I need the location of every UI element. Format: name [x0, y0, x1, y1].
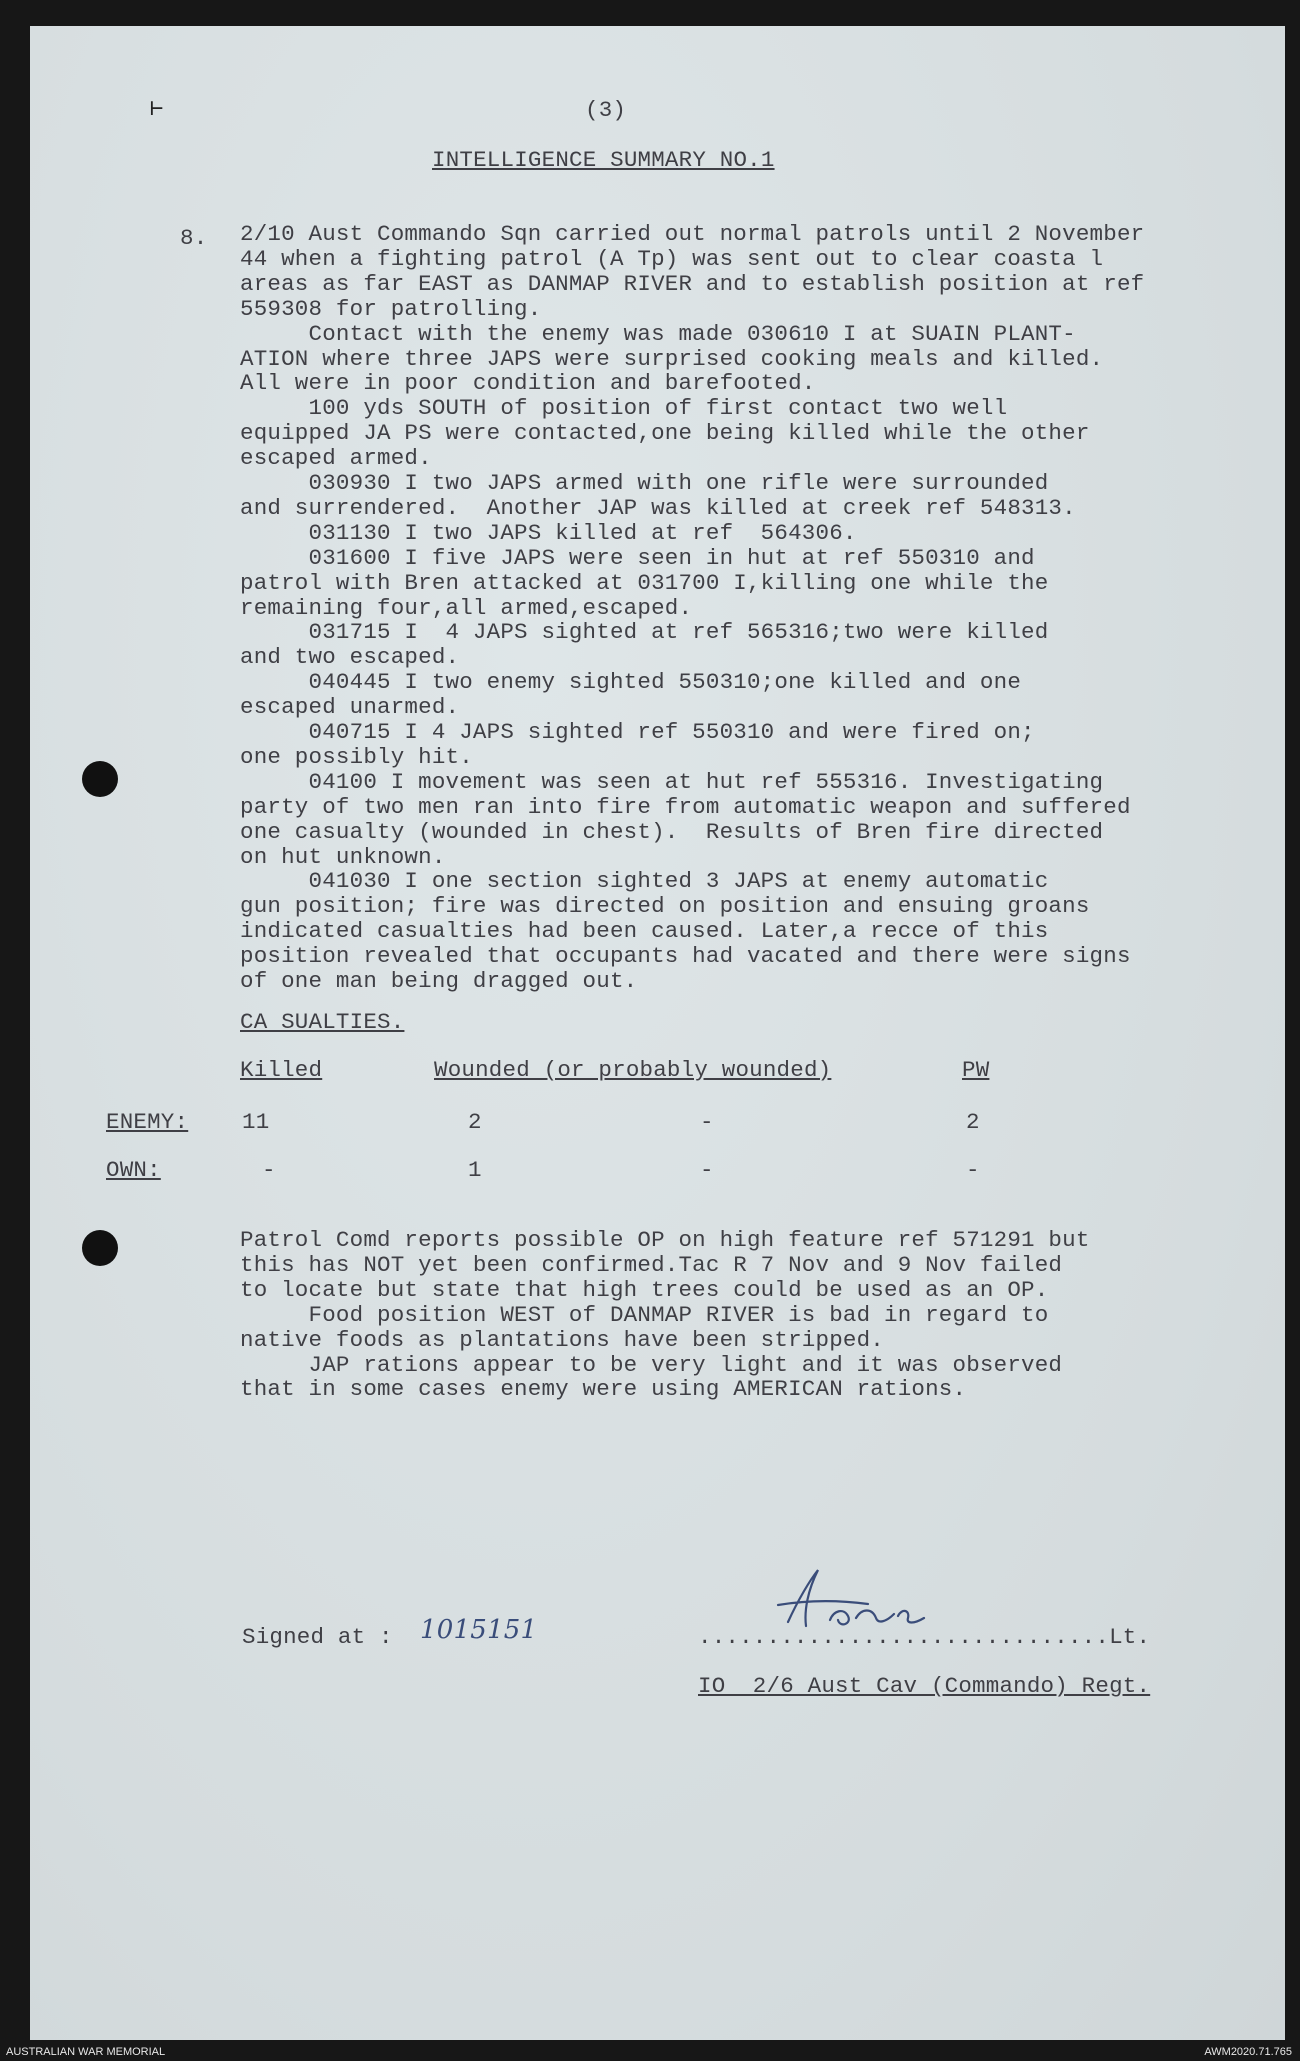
enemy-killed: 11 [242, 1109, 270, 1135]
text-line: 100 yds SOUTH of position of first contact two well [240, 395, 1008, 422]
own-killed: - [262, 1157, 276, 1183]
enemy-wounded: 2 [468, 1109, 482, 1135]
text-line: to locate but state that high trees could be used as an OP. [240, 1276, 1049, 1303]
text-line: 559308 for patrolling. [240, 295, 542, 322]
punch-hole-top [82, 761, 118, 797]
own-pw: - [966, 1157, 980, 1183]
text-line: one casualty (wounded in chest). Results of Bren fire directed [240, 818, 1104, 845]
text-line: party of two men ran into fire from automatic weapon and suffered [240, 793, 1131, 820]
signed-at-value: 1015151 [420, 1615, 538, 1645]
text-line: Contact with the enemy was made 030610 I at SUAIN PLANT- [240, 320, 1076, 347]
text-line: remaining four,all armed,escaped. [240, 594, 693, 621]
signature-line: ..............................Lt. [698, 1624, 1151, 1650]
text-line: gun position; fire was directed on position and ensuing groans [240, 893, 1090, 920]
text-line: position revealed that occupants had vacated and there were signs [240, 943, 1131, 970]
signature-title: IO 2/6 Aust Cav (Commando) Regt. [698, 1673, 1151, 1699]
text-line: 040715 I 4 JAPS sighted ref 550310 and were fired on; [240, 719, 1035, 745]
own-wounded: 1 [468, 1157, 482, 1183]
text-line: ATION where three JAPS were surprised cooking meals and killed. [240, 345, 1104, 372]
punch-hole-bottom [82, 1230, 118, 1266]
text-line: 44 when a fighting patrol (A Tp) was sent out to clear coasta l [240, 245, 1104, 272]
text-line: 031600 I five JAPS were seen in hut at ref 550310 and [240, 544, 1035, 571]
row-label-enemy: ENEMY: [106, 1109, 189, 1135]
enemy-pw: 2 [966, 1109, 980, 1135]
text-line: this has NOT yet been confirmed.Tac R 7 Nov and 9 Nov failed [240, 1251, 1063, 1278]
text-line: that in some cases enemy were using AMERICAN rations. [240, 1376, 967, 1403]
text-line: and surrendered. Another JAP was killed at creek ref 548313. [240, 494, 1076, 521]
col-header-pw: PW [962, 1057, 990, 1083]
footer-accession: AWM2020.71.765 [1204, 2046, 1292, 2058]
text-line: 030930 I two JAPS armed with one rifle were surrounded [240, 470, 1049, 496]
text-line: 041030 I one section sighted 3 JAPS at enemy automatic [240, 868, 1049, 895]
signed-at-label: Signed at : [242, 1624, 393, 1650]
text-line: 2/10 Aust Commando Sqn carried out normal patrols until 2 November [240, 221, 1145, 247]
text-line: JAP rations appear to be very light and it was observed [240, 1351, 1063, 1378]
document-title: INTELLIGENCE SUMMARY NO.1 [432, 147, 775, 173]
text-line: escaped unarmed. [240, 694, 460, 721]
col-header-wounded: Wounded (or probably wounded) [434, 1057, 832, 1083]
text-line: one possibly hit. [240, 743, 473, 770]
footer-institution: AUSTRALIAN WAR MEMORIAL [6, 2046, 166, 2058]
text-line: escaped armed. [240, 445, 432, 472]
text-line: areas as far EAST as DANMAP RIVER and to establish position at ref [240, 270, 1145, 297]
text-line: of one man being dragged out. [240, 968, 638, 994]
text-line: 031130 I two JAPS killed at ref 564306. [240, 519, 857, 546]
text-line: 031715 I 4 JAPS sighted at ref 565316;two were killed [240, 619, 1049, 646]
text-line: equipped JA PS were contacted,one being killed while the other [240, 420, 1090, 447]
text-line: Food position WEST of DANMAP RIVER is bad in regard to [240, 1301, 1049, 1328]
col-header-killed: Killed [240, 1057, 323, 1083]
text-line: on hut unknown. [240, 843, 446, 870]
text-line: All were in poor condition and barefooted. [240, 370, 816, 397]
casualties-heading: CA SUALTIES. [240, 1009, 405, 1035]
text-line: 04100 I movement was seen at hut ref 555316. Investigating [240, 768, 1104, 795]
text-line: native foods as plantations have been stripped. [240, 1326, 885, 1353]
row-label-own: OWN: [106, 1157, 161, 1183]
text-line: 040445 I two enemy sighted 550310;one killed and one [240, 669, 1022, 696]
enemy-other: - [700, 1109, 714, 1135]
text-line: and two escaped. [240, 644, 460, 671]
page-number: (3) [585, 97, 627, 123]
margin-mark: ⊢ [150, 97, 164, 122]
text-line: patrol with Bren attacked at 031700 I,killing one while the [240, 569, 1049, 596]
item-number: 8. [180, 225, 208, 251]
text-line: indicated casualties had been caused. Later,a recce of this [240, 918, 1049, 945]
text-line: Patrol Comd reports possible OP on high feature ref 571291 but [240, 1227, 1090, 1253]
own-other: - [700, 1157, 714, 1183]
